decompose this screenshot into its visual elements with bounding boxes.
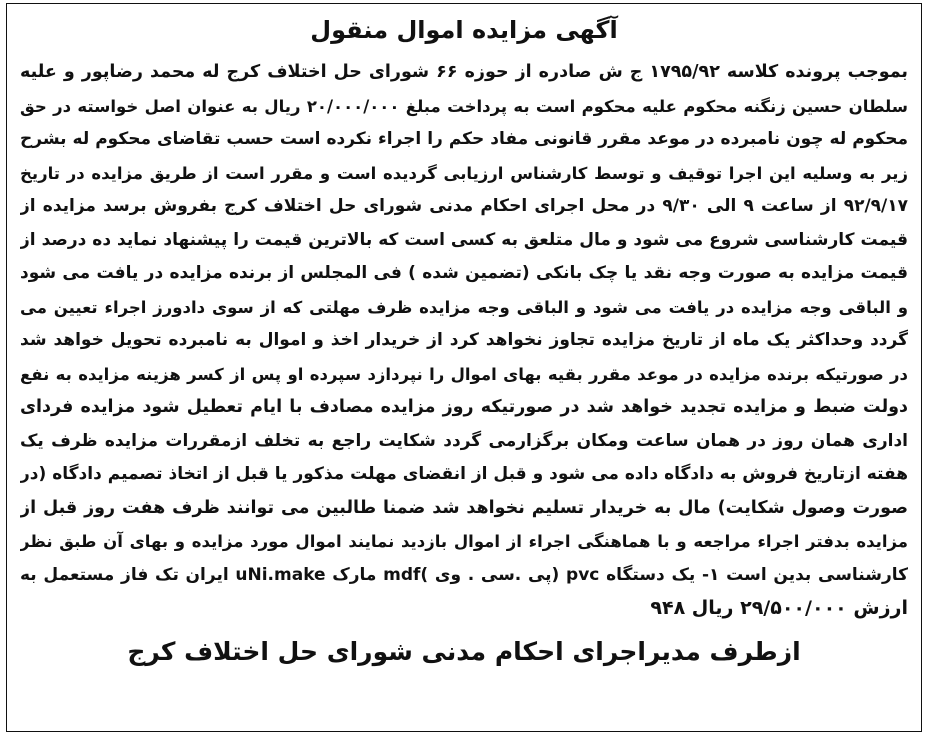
body-line: محکوم له چون نامبرده در موعد مقرر قانونی مفاد حکم را اجراء نکرده است حسب تقاضای محکوم له بشرح xyxy=(20,129,908,149)
body-line: گردد وحداکثر یک ماه از تاریخ مزایده تجاوز نخواهد کرد از خریدار اخذ و اموال به نامبرده تحویل خواهد شد xyxy=(20,330,908,350)
body-line: قیمت مزایده به صورت وجه نقد یا چک بانکی (تضمین شده ) فی المجلس از برنده مزایده در یافت می شود xyxy=(20,263,908,283)
notice-title: آگهی مزایده اموال منقول xyxy=(310,16,618,44)
body-line: سلطان حسین زنگنه محکوم علیه محکوم است به پرداخت مبلغ ۲۰/۰۰۰/۰۰۰ ریال به عنوان اصل خواسته در حق xyxy=(20,96,908,116)
body-line: ارزش ۲۹/۵۰۰/۰۰۰ ریال ۹۴۸ xyxy=(650,597,908,619)
body-line: دولت ضبط و مزایده تجدید خواهد شد در صورتیکه روز مزایده مصادف با ایام تعطیل شود مزایده فردای xyxy=(20,397,908,417)
body-line: قیمت کارشناسی شروع می شود و مال متلعق به کسی است که بالاترین قیمت را پیشنهاد نماید ده درصد از xyxy=(20,229,908,250)
body-line: بموجب پرونده کلاسه ۱۷۹۵/۹۲ ج ش صادره از حوزه ۶۶ شورای حل اختلاف کرج له محمد رضاپور و علیه xyxy=(20,62,908,82)
body-line: مزایده بدفتر اجراء مراجعه و با هماهنگی اجراء از اموال بازدید نمایند اموال مورد مزایده و بهای آن طبق نظر xyxy=(20,532,908,551)
body-line: و الباقی وجه مزایده در یافت می شود و الباقی وجه مزایده ظرف مهلتی که از سوی دادورز اجراء تعیین می xyxy=(20,297,908,317)
body-line: اداری همان روز در همان ساعت ومکان برگزارمی گردد شکایت راجع به تخلف ازمقررات مزایده ظرف یک xyxy=(20,430,908,451)
notice-frame xyxy=(6,3,922,732)
body-line: هفته ازتاریخ فروش به دادگاه داده می شود و قبل از انقضای مهلت مذکور یا قبل از اتخاذ تصمیم دادگاه (در xyxy=(20,464,908,484)
body-line: در صورتیکه برنده مزایده در موعد مقرر بقیه بهای اموال را نپردازد سپرده او پس از کسر هزینه مزایده به نفع xyxy=(20,364,908,384)
body-line: زیر به وسلیه این اجرا توقیف و توسط کارشناس ارزیابی گردیده است و مقرر است از طریق مزایده در تاریخ xyxy=(20,163,908,183)
body-line: کارشناسی بدین است ۱- یک دستگاه pvc (پی .سی . وی )mdf مارک uNi.make ایران تک فاز مستعمل به xyxy=(20,564,908,585)
notice-body xyxy=(7,56,921,626)
notice-signature: ازطرف مدیراجرای احکام مدنی شورای حل اختلاف کرج xyxy=(127,636,801,666)
body-line: صورت وصول شکایت) مال به خریدار تسلیم نخواهد شد ضمنا طالبین می توانند ظرف هفت روز قبل از xyxy=(20,497,908,518)
body-line: ۹۲/۹/۱۷ از ساعت ۹ الی ۹/۳۰ در محل اجرای احکام مدنی شورای حل اختلاف کرج بفروش برسد مزایده از xyxy=(20,196,908,216)
